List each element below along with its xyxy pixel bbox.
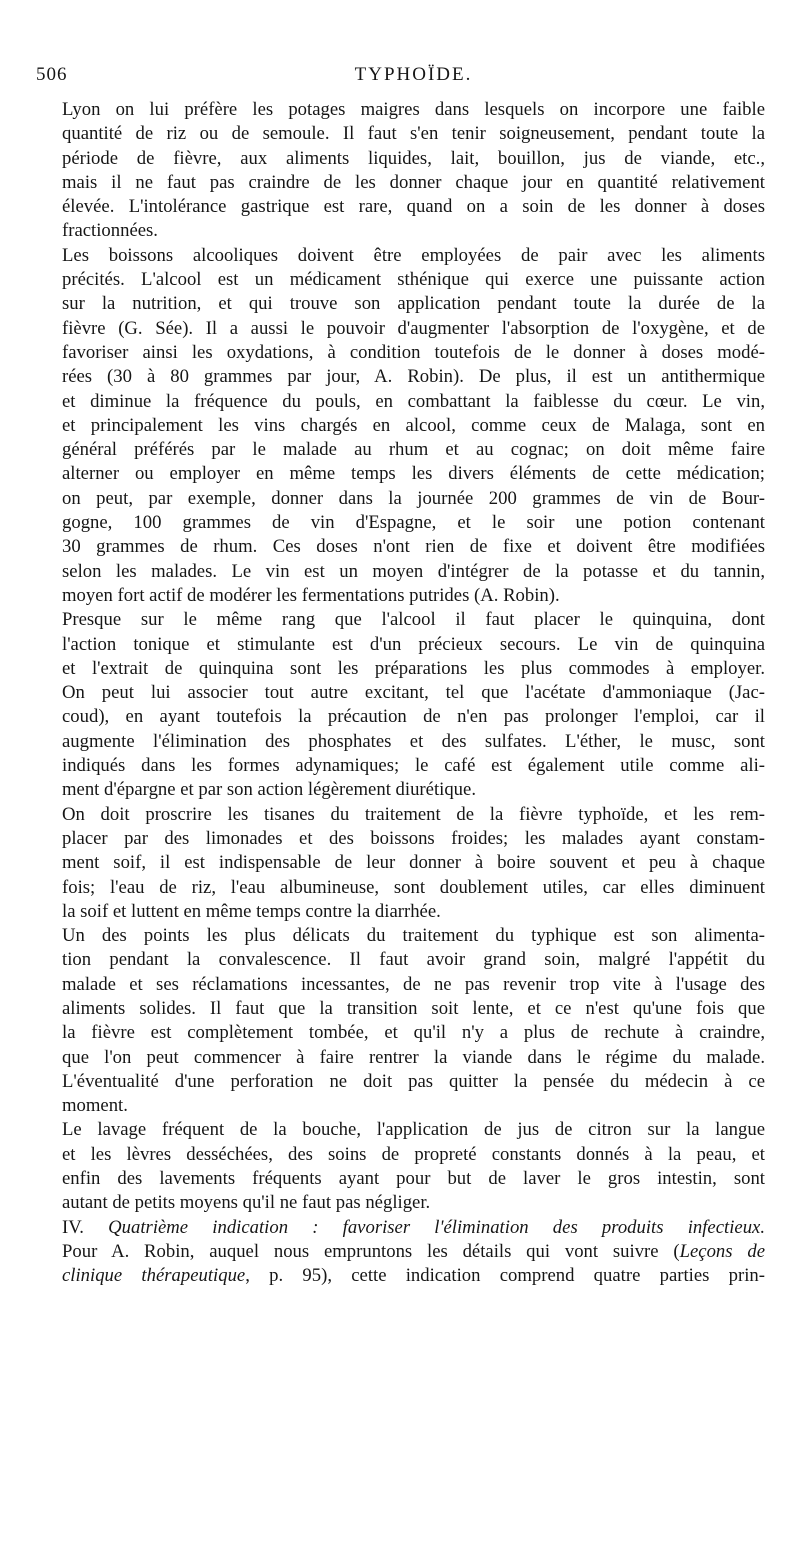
text-line: L'éventualité d'une perforation ne doit pas quitter la pensée du médecin à ce <box>62 1070 765 1092</box>
text-line: alterner ou employer en même temps les divers éléments de cette médication; <box>62 463 765 485</box>
citation-title: Leçons de <box>679 1240 765 1262</box>
text-line: coud), en ayant toutefois la précaution de n'en pas prolonger l'emploi, car il <box>62 706 765 728</box>
text-line: et les lèvres desséchées, des soins de propreté constants donnés à la peau, et <box>62 1143 765 1165</box>
citation-title: clinique thérapeutique <box>62 1265 246 1287</box>
text-line: autant de petits moyens qu'il ne faut pas négliger. <box>62 1192 431 1214</box>
text-line: Un des points les plus délicats du traitement du typhique est son alimenta- <box>62 925 765 947</box>
text-line: ment soif, il est indispensable de leur donner à boire souvent et peu à chaque <box>62 852 765 874</box>
text-line: fractionnées. <box>62 220 158 242</box>
text-line: période de fièvre, aux aliments liquides, lait, bouillon, jus de viande, etc., <box>62 147 765 169</box>
text-line: élevée. L'intolérance gastrique est rare, quand on a soin de les donner à doses <box>62 196 765 218</box>
text-line: aliments solides. Il faut que la transition soit lente, et ce n'est qu'une fois que <box>62 997 765 1019</box>
text-line: la soif et luttent en même temps contre la diarrhée. <box>62 900 441 922</box>
paragraph <box>62 608 765 802</box>
text-line: l'action tonique et stimulante est d'un précieux secours. Le vin de quinquina <box>62 633 765 655</box>
text-line: indiqués dans les formes adynamiques; le café est également utile comme ali- <box>62 755 765 777</box>
text-line: enfin des lavements fréquents ayant pour but de laver le gros intestin, sont <box>62 1168 765 1190</box>
text-line: selon les malades. Le vin est un moyen d'intégrer de la potasse et du tannin, <box>62 560 765 582</box>
text-line: malade et ses réclamations incessantes, de ne pas revenir trop vite à l'usage des <box>62 973 765 995</box>
text-line: Presque sur le même rang que l'alcool il faut placer le quinquina, dont <box>62 609 765 631</box>
page-number: 506 <box>36 64 68 85</box>
text-line <box>62 1216 765 1240</box>
running-title: TYPHOÏDE. <box>354 64 473 85</box>
text-line: mais il ne faut pas craindre de les donner chaque jour en quantité relativement <box>62 171 765 193</box>
paragraph <box>62 1118 765 1215</box>
text-line: fois; l'eau de riz, l'eau albumineuse, sont doublement utiles, car elles diminuent <box>62 876 765 898</box>
text-line: et diminue la fréquence du pouls, en combattant la faiblesse du cœur. Le vin, <box>62 390 765 412</box>
text-line: Les boissons alcooliques doivent être employées de pair avec les aliments <box>62 244 765 266</box>
paragraph <box>62 98 765 244</box>
text-line: fièvre (G. Sée). Il a aussi le pouvoir d'augmenter l'absorption de l'oxygène, et de <box>62 317 765 339</box>
text-line: précités. L'alcool est un médicament sthénique qui exerce une puissante action <box>62 269 765 291</box>
page-header <box>36 62 765 98</box>
text-segment: , p. 95), cette indication comprend quatre parties prin- <box>245 1265 765 1287</box>
text-line <box>62 1264 765 1288</box>
paragraph <box>62 244 765 608</box>
text-line: et l'extrait de quinquina sont les préparations les plus commodes à employer. <box>62 657 765 679</box>
paragraph <box>62 924 765 1118</box>
text-line: favoriser ainsi les oxydations, à condition toutefois de le donner à doses modé- <box>62 341 765 363</box>
text-segment: Pour A. Robin, auquel nous empruntons les détails qui vont suivre ( <box>62 1240 680 1262</box>
text-line: moyen fort actif de modérer les fermentations putrides (A. Robin). <box>62 584 560 606</box>
text-line: Le lavage fréquent de la bouche, l'application de jus de citron sur la langue <box>62 1119 765 1141</box>
section-heading: Quatrième indication : favoriser l'élimination des produits infectieux. <box>108 1216 765 1238</box>
text-line: placer par des limonades et des boissons froides; les malades ayant constam- <box>62 827 765 849</box>
text-line: général préférés par le malade au rhum et au cognac; on doit même faire <box>62 439 765 461</box>
text-line: et principalement les vins chargés en alcool, comme ceux de Malaga, sont en <box>62 414 765 436</box>
page-body <box>62 98 765 1216</box>
text-line: gogne, 100 grammes de vin d'Espagne, et le soir une potion contenant <box>62 512 765 534</box>
paragraph <box>62 803 765 924</box>
text-line: quantité de riz ou de semoule. Il faut s'en tenir soigneusement, pendant toute la <box>62 123 765 145</box>
text-line: rées (30 à 80 grammes par jour, A. Robin). De plus, il est un antithermique <box>62 366 765 388</box>
section-number: IV. <box>62 1216 109 1238</box>
text-line: On peut lui associer tout autre excitant, tel que l'acétate d'ammoniaque (Jac- <box>62 682 765 704</box>
text-line: moment. <box>62 1095 128 1117</box>
text-line: augmente l'élimination des phosphates et des sulfates. L'éther, le musc, sont <box>62 730 765 752</box>
text-line: On doit proscrire les tisanes du traitement de la fièvre typhoïde, et les rem- <box>62 803 765 825</box>
text-line <box>62 1240 765 1264</box>
text-line: sur la nutrition, et qui trouve son application pendant toute la durée de la <box>62 293 765 315</box>
text-line: tion pendant la convalescence. Il faut avoir grand soin, malgré l'appétit du <box>62 949 765 971</box>
text-line: Lyon on lui préfère les potages maigres dans lesquels on incorpore une faible <box>62 99 765 120</box>
final-paragraph <box>62 1216 765 1289</box>
text-line: ment d'épargne et par son action légèrement diurétique. <box>62 779 476 801</box>
text-line: 30 grammes de rhum. Ces doses n'ont rien de fixe et doivent être modifiées <box>62 536 765 558</box>
text-line: on peut, par exemple, donner dans la journée 200 grammes de vin de Bour- <box>62 487 765 509</box>
text-line: la fièvre est complètement tombée, et qu'il n'y a plus de rechute à craindre, <box>62 1022 765 1044</box>
text-line: que l'on peut commencer à faire rentrer la viande dans le régime du malade. <box>62 1046 765 1068</box>
book-page <box>36 62 765 1289</box>
